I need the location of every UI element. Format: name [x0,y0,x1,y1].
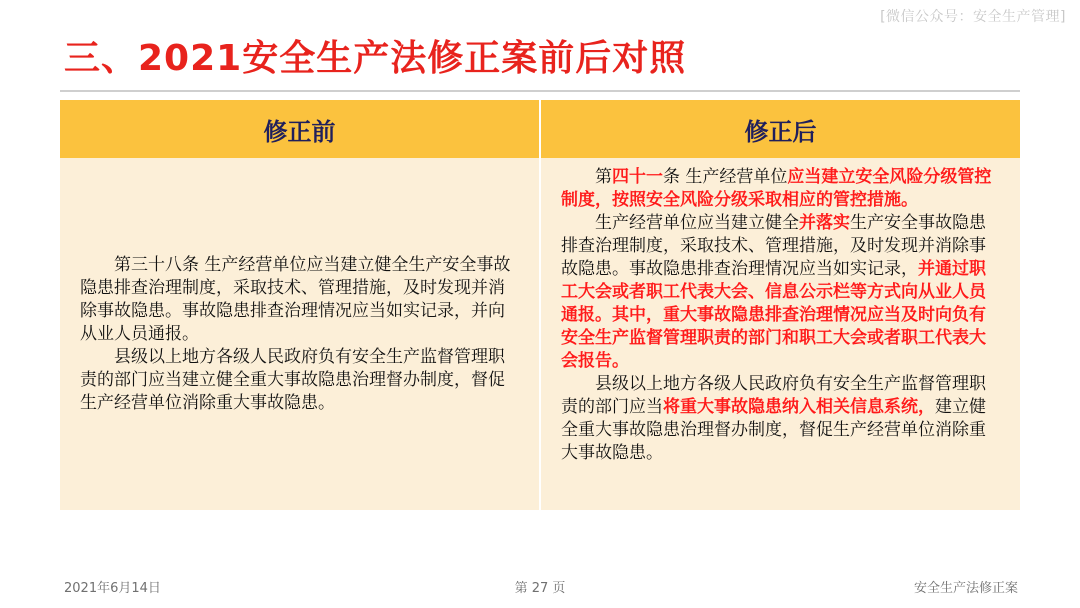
footer-page-number: 第 27 页 [514,581,566,596]
after-p2-highlight-1: 并落实 [799,213,850,233]
content-row [60,158,1020,510]
after-p1-highlight-1: 四十一 [612,167,663,187]
footer-title: 安全生产法修正案 [913,581,1018,596]
after-paragraph-3 [561,373,1000,465]
before-paragraph-1: 第三十八条 生产经营单位应当建立健全生产安全事故隐患排查治理制度，采取技术、管理措施，及时发现并消除事故隐患。事故隐患排查治理情况应当如实记录，并向从业人员通报。 [80,254,511,344]
slide-title: 三、2021安全生产法修正案前后对照 [64,38,687,79]
watermark: [微信公众号：安全生产管理] [880,9,1066,25]
header-row [60,100,1020,158]
footer-date: 2021年6月14日 [64,581,161,596]
header-after: 修正后 [540,100,1020,158]
after-p1-highlight-2: 应当建立安全风险分级管控制度，按照安全风险分级采取相应的管控措施。 [561,167,992,210]
comparison-table [60,100,1020,510]
after-p1-text-1: 第 [595,167,612,187]
after-p3-text-1: 县级以上地方各级人民政府负有安全生产监督管理职责的部门应当 [561,374,986,417]
after-p3-highlight-1: 将重大事故隐患纳入相关信息系统， [663,397,935,417]
after-paragraph-1 [561,166,1000,212]
after-p3-text-2: 建立健全重大事故隐患治理督办制度，督促生产经营单位消除重大事故隐患。 [561,397,986,463]
before-paragraph-2: 县级以上地方各级人民政府负有安全生产监督管理职责的部门应当建立健全重大事故隐患治理督办制度，督促生产经营单位消除重大事故隐患。 [80,346,505,413]
header-before: 修正前 [60,100,540,158]
title-divider [60,90,1020,92]
after-cell [540,158,1020,510]
after-p2-highlight-2: 并通过职工大会或者职工代表大会、信息公示栏等方式向从业人员通报。其中，重大事故隐患排查治理情况应当及时向负有安全生产监督管理职责的部门和职工大会或者职工代表大会报告。 [561,259,986,371]
before-cell [60,158,540,510]
after-p2-text-2: 生产安全事故隐患排查治理制度，采取技术、管理措施，及时发现并消除事故隐患。事故隐患排查治理情况应当如实记录， [561,213,986,279]
after-p2-text-1: 生产经营单位应当建立健全 [595,213,799,233]
after-paragraph-2 [561,212,1000,373]
after-p1-text-2: 条 生产经营单位 [663,167,788,187]
